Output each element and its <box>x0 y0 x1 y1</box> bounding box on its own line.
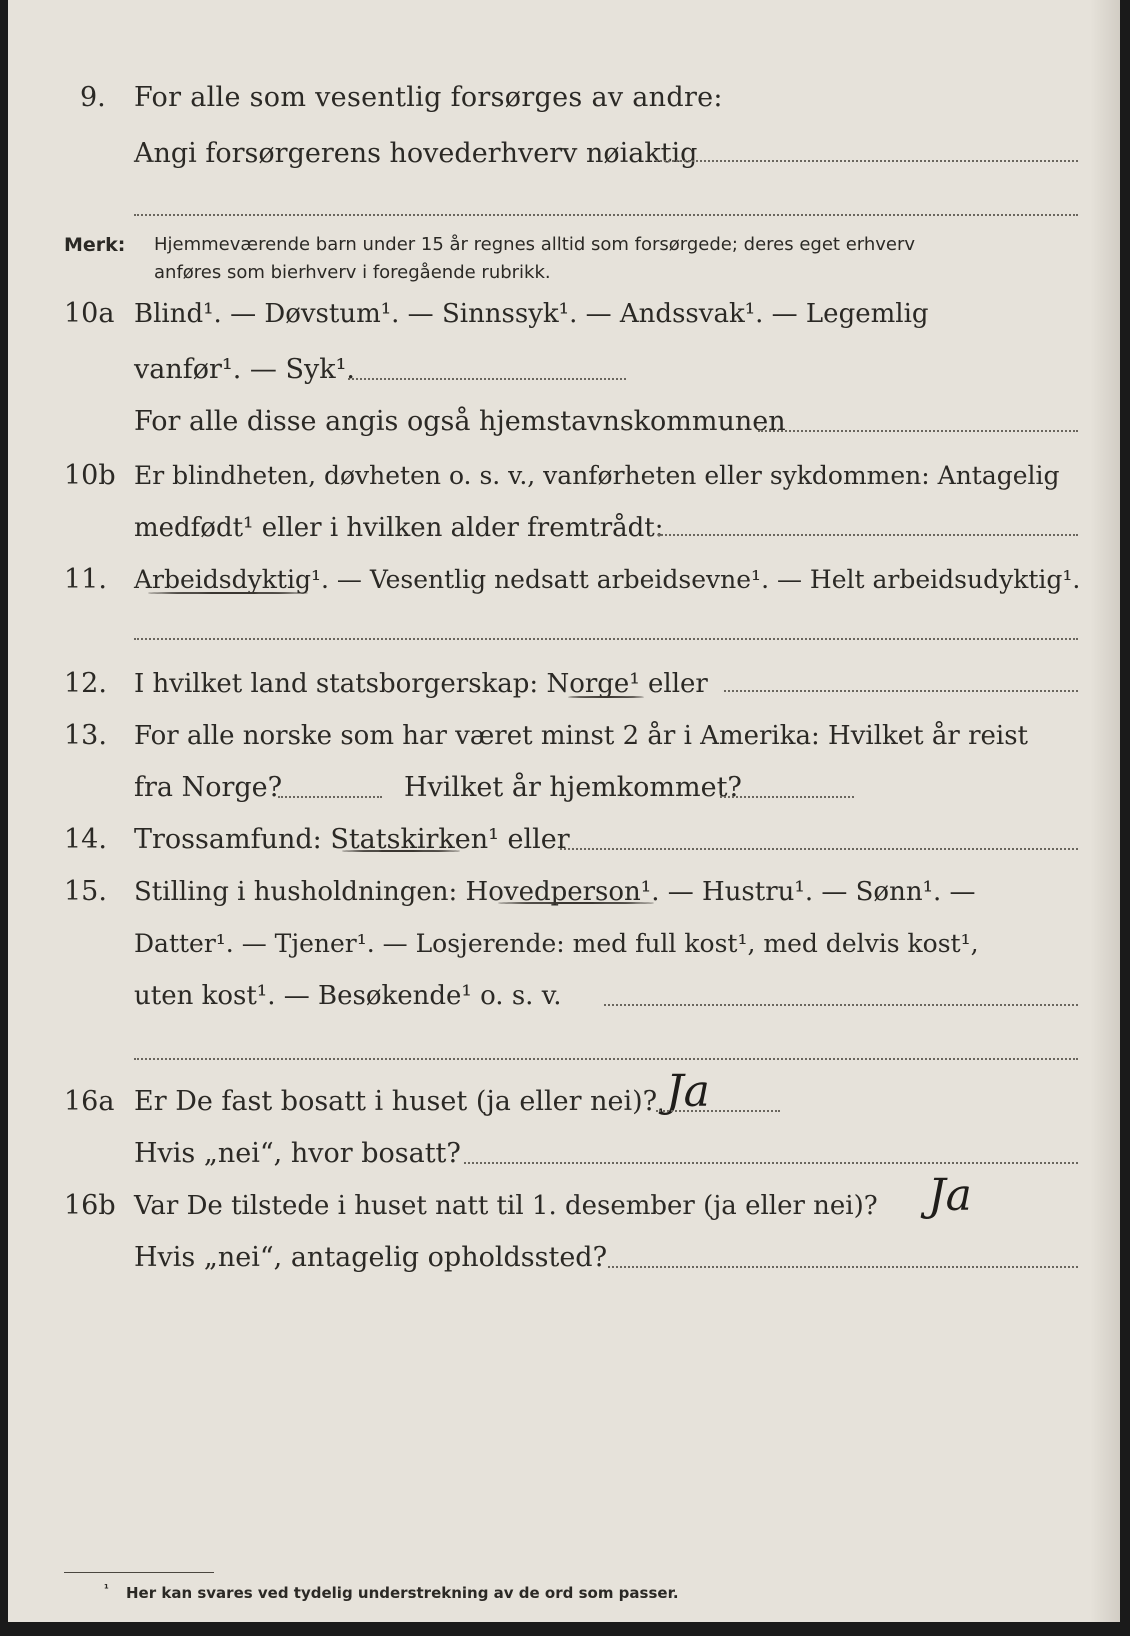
q16a-handwritten-answer: Ja <box>666 1066 710 1117</box>
q12-number: 12. <box>64 668 107 699</box>
q9-number: 9. <box>80 82 106 113</box>
q11-underline-mark <box>148 592 308 594</box>
q10b-line2: medfødt¹ eller i hvilken alder fremtrådt: <box>134 513 664 543</box>
form-page <box>8 0 1120 1622</box>
q16a-number: 16a <box>64 1086 115 1117</box>
merk-label: Merk: <box>64 234 126 256</box>
q10b-line1: Er blindheten, døvheten o. s. v., vanførheten eller sykdommen: Antagelig <box>134 461 1060 490</box>
q15-number: 15. <box>64 876 107 907</box>
q9-answer-line-2 <box>134 214 1078 216</box>
q16b-opholdssted-line <box>608 1266 1078 1268</box>
q12-underline-mark <box>568 696 644 698</box>
q15-answer-line-2 <box>134 1058 1078 1060</box>
q10a-number: 10a <box>64 298 115 329</box>
q16b-number: 16b <box>64 1190 116 1221</box>
q15-line2: Datter¹. — Tjener¹. — Losjerende: med full kost¹, med delvis kost¹, <box>134 929 979 958</box>
q10b-number: 10b <box>64 460 116 491</box>
q15-answer-line <box>604 1004 1078 1006</box>
q13-line2b: Hvilket år hjemkommet? <box>404 772 742 803</box>
q10a-kommune-line <box>758 430 1078 432</box>
q10b-answer-line <box>658 534 1078 536</box>
q11-number: 11. <box>64 564 107 595</box>
q14-line1: Trossamfund: Statskirken¹ eller <box>134 824 570 855</box>
q10a-syk-line <box>348 378 626 380</box>
q16a-answer-line <box>656 1110 780 1112</box>
q11-answer-line <box>134 638 1078 640</box>
q15-line3: uten kost¹. — Besøkende¹ o. s. v. <box>134 981 562 1011</box>
q12-answer-line <box>724 690 1078 692</box>
merk-line2: anføres som bierhverv i foregående rubrikk. <box>154 262 551 283</box>
q10a-line3: For alle disse angis også hjemstavnskommunen <box>134 406 786 437</box>
q13-hjemkommet-line <box>720 796 854 798</box>
footnote-text: Her kan svares ved tydelig understrekning av de ord som passer. <box>126 1584 679 1602</box>
q13-reist-line <box>278 796 382 798</box>
q15-line1: Stilling i husholdningen: Hovedperson¹. — Hustru¹. — Sønn¹. — <box>134 877 976 907</box>
q9-answer-line <box>656 160 1078 162</box>
q12-line1: I hvilket land statsborgerskap: Norge¹ eller <box>134 669 708 699</box>
q14-number: 14. <box>64 824 107 855</box>
q11-line1: Arbeidsdyktig¹. — Vesentlig nedsatt arbeidsevne¹. — Helt arbeidsudyktig¹. <box>134 565 1081 594</box>
footnote-mark: ¹ <box>104 1582 109 1595</box>
footnote-rule <box>64 1572 214 1573</box>
q9-line1: For alle som vesentlig forsørges av andre: <box>134 82 723 113</box>
q9-line2: Angi forsørgerens hovederhverv nøiaktig <box>134 138 698 169</box>
q16b-line1: Var De tilstede i huset natt til 1. desember (ja eller nei)? <box>134 1191 878 1221</box>
q14-answer-line <box>560 848 1078 850</box>
q16a-bosatt-line <box>464 1162 1078 1164</box>
q15-underline-mark <box>498 902 654 904</box>
q16a-line1: Er De fast bosatt i huset (ja eller nei)? <box>134 1086 658 1117</box>
q10a-line1: Blind¹. — Døvstum¹. — Sinnssyk¹. — Andssvak¹. — Legemlig <box>134 299 929 329</box>
merk-line1: Hjemmeværende barn under 15 år regnes alltid som forsørgede; deres eget erhverv <box>154 234 916 255</box>
q13-number: 13. <box>64 720 107 751</box>
q13-line1: For alle norske som har været minst 2 år i Amerika: Hvilket år reist <box>134 721 1028 751</box>
q16a-line2: Hvis „nei“, hvor bosatt? <box>134 1138 461 1169</box>
q16b-handwritten-answer: Ja <box>928 1170 972 1221</box>
q16b-line2: Hvis „nei“, antagelig opholdssted? <box>134 1242 608 1273</box>
q14-underline-mark <box>342 850 460 852</box>
q10a-line2: vanfør¹. — Syk¹. <box>134 354 355 385</box>
q13-line2a: fra Norge? <box>134 772 283 803</box>
